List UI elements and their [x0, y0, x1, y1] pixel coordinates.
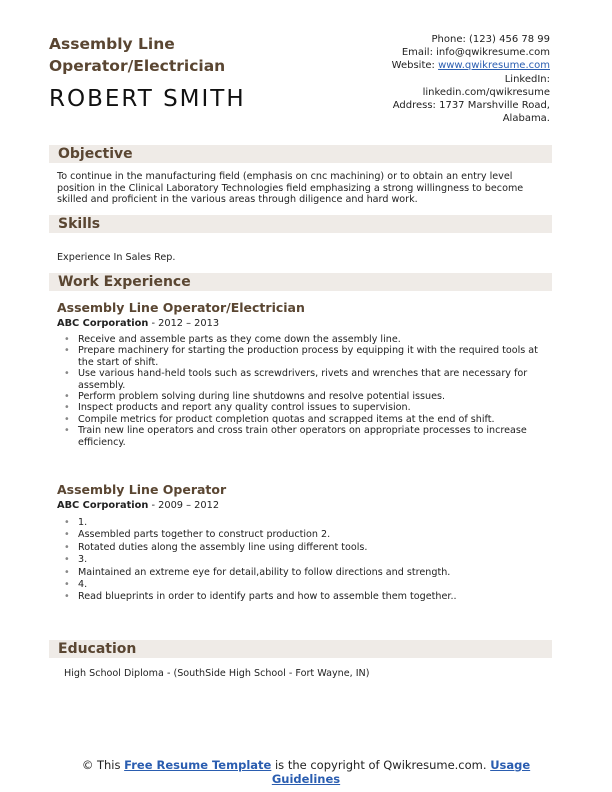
- section-work-experience: [49, 273, 552, 291]
- list-item: • Inspect products and report any quality control issues to supervision.: [60, 402, 550, 413]
- job-bullet-list: [60, 517, 550, 603]
- footer-prefix: © This: [81, 758, 125, 772]
- website-label: Website:: [391, 60, 439, 72]
- job-title: Assembly Line Operator: [57, 482, 227, 497]
- copyright-footer: [0, 759, 612, 786]
- list-item: • Prepare machinery for starting the production process by equipping it with the required tools at the start of shift.: [60, 345, 550, 368]
- candidate-name: ROBERT SMITH: [49, 86, 246, 112]
- website-link[interactable]: www.qwikresume.com: [438, 60, 550, 72]
- contact-address-line-1: Address: 1737 Marshville Road,: [392, 100, 550, 112]
- objective-text: To continue in the manufacturing field (emphasis on cnc machining) or to obtain an entry level position in the Clinical Laboratory Technologies field emphasizing a strong willingness to become skilled and proficient in the various areas through diligence and hard work.: [57, 171, 524, 206]
- skills-text: Experience In Sales Rep.: [57, 252, 176, 263]
- job-dates: - 2009 – 2012: [148, 500, 220, 511]
- job-bullet-list: [60, 334, 550, 448]
- footer-middle: is the copyright of Qwikresume.com.: [271, 758, 491, 772]
- list-item: • 1.: [60, 517, 550, 528]
- section-heading: Skills: [58, 216, 101, 232]
- free-resume-template-link[interactable]: Free Resume Template: [124, 758, 272, 772]
- job-dates: - 2012 – 2013: [148, 318, 220, 329]
- list-item: • Maintained an extreme eye for detail,ability to follow directions and strength.: [60, 567, 550, 578]
- company-name: ABC Corporation: [57, 500, 149, 511]
- education-text: High School Diploma - (SouthSide High School - Fort Wayne, IN): [64, 668, 370, 679]
- contact-website: [392, 59, 550, 72]
- job-title-line-1: Assembly Line: [49, 35, 175, 53]
- job-title: Assembly Line Operator/Electrician: [57, 300, 305, 315]
- contact-linkedin-value: linkedin.com/qwikresume: [422, 86, 550, 98]
- contact-block: [392, 33, 550, 125]
- section-education: [49, 640, 552, 658]
- job-company-dates: [57, 318, 219, 329]
- job-company-dates: [57, 500, 219, 511]
- list-item: • Read blueprints in order to identify parts and how to assemble them together..: [60, 591, 550, 602]
- list-item: • Train new line operators and cross train other operators on appropriate processes to increase efficiency.: [60, 425, 550, 448]
- company-name: ABC Corporation: [57, 318, 149, 329]
- list-item: • Rotated duties along the assembly line using different tools.: [60, 542, 550, 553]
- list-item: • Use various hand-held tools such as screwdrivers, rivets and wrenches that are necessary for assembly.: [60, 368, 550, 391]
- list-item: • Receive and assemble parts as they come down the assembly line.: [60, 334, 550, 345]
- list-item: • 3.: [60, 554, 550, 565]
- contact-phone: Phone: (123) 456 78 99: [431, 34, 550, 45]
- section-heading: Objective: [58, 146, 133, 162]
- section-objective: [49, 145, 552, 163]
- usage-link-text: Usage: [490, 758, 531, 772]
- list-item: • 4.: [60, 579, 550, 590]
- section-heading: Work Experience: [58, 274, 191, 290]
- contact-linkedin-label: LinkedIn:: [504, 73, 550, 85]
- list-item: • Compile metrics for product completion quotas and scrapped items at the end of shift.: [60, 414, 550, 425]
- section-skills: [49, 215, 552, 233]
- job-title-line-2: Operator/Electrician: [49, 57, 226, 75]
- list-item: • Perform problem solving during line shutdowns and resolve potential issues.: [60, 391, 550, 402]
- list-item: • Assembled parts together to construct production 2.: [60, 529, 550, 540]
- contact-email: Email: info@qwikresume.com: [401, 47, 550, 59]
- guidelines-link-text: Guidelines: [271, 771, 341, 786]
- resume-job-title: [49, 33, 225, 77]
- contact-address-line-2: Alabama.: [502, 113, 550, 125]
- section-heading: Education: [58, 641, 137, 657]
